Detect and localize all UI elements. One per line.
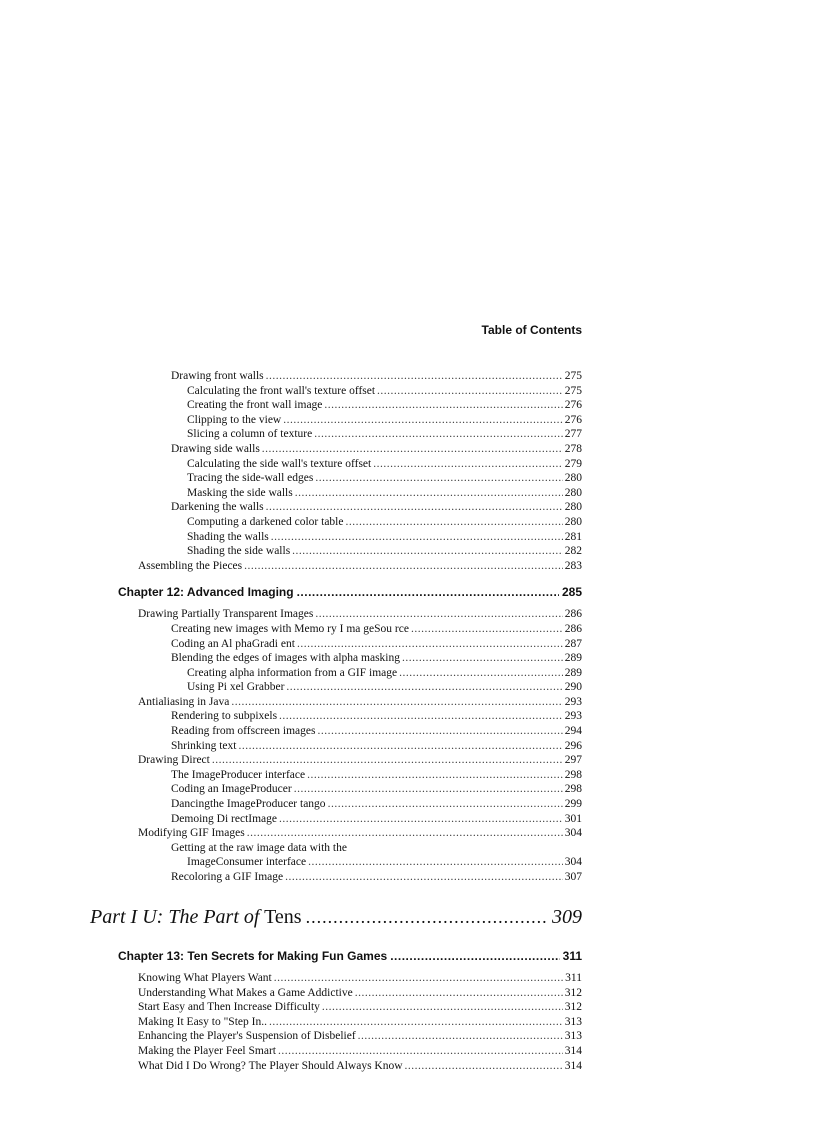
toc-entry: Reading from offscreen images ..... 294 <box>118 724 582 739</box>
toc-entry: Making It Easy to "Step In.. ..... 313 <box>118 1015 582 1030</box>
part-heading <box>90 906 582 929</box>
running-header: Table of Contents <box>481 323 582 337</box>
toc-entry: Coding an ImageProducer ..... 298 <box>118 782 582 797</box>
toc-entry: Drawing Partially Transparent Images ..... 286 <box>118 607 582 622</box>
chapter-heading: Chapter 13: Ten Secrets for Making Fun Games ..... 311 <box>118 947 582 965</box>
part-page: 309 <box>552 906 582 928</box>
toc-section-chapter-11-continued <box>118 369 582 885</box>
toc-entry: Creating alpha information from a GIF image ..... 289 <box>118 666 582 681</box>
toc-entry: Enhancing the Player's Suspension of Disbelief ..... 313 <box>118 1029 582 1044</box>
toc-entry: Modifying GIF Images ..... 304 <box>118 826 582 841</box>
toc-entry: Masking the side walls ..... 280 <box>118 486 582 501</box>
toc-entry: Coding an Al phaGradi ent ..... 287 <box>118 637 582 652</box>
toc-entry: Darkening the walls ..... 280 <box>118 500 582 515</box>
toc-entry: Drawing front walls ..... 275 <box>118 369 582 384</box>
toc-entry: Slicing a column of texture ..... 277 <box>118 427 582 442</box>
part-title: Part I U: The Part <box>90 906 244 928</box>
toc-entry: Shading the side walls ..... 282 <box>118 544 582 559</box>
toc-entry: Shading the walls ..... 281 <box>118 530 582 545</box>
toc-entry: Demoing Di rectImage ..... 301 <box>118 812 582 827</box>
toc-entry: Recoloring a GIF Image ..... 307 <box>118 870 582 885</box>
toc-entry: Creating new images with Memo ry I ma geSou rce ..... 286 <box>118 622 582 637</box>
toc-entry: Getting at the raw image data with the <box>171 841 347 854</box>
toc-entry: Computing a darkened color table ..... 280 <box>118 515 582 530</box>
toc-entry: What Did I Do Wrong? The Player Should Always Know ..... 314 <box>118 1059 582 1074</box>
toc-entry: Creating the front wall image ..... 276 <box>118 398 582 413</box>
toc-entry: Start Easy and Then Increase Difficulty ..... 312 <box>118 1000 582 1015</box>
toc-entry: Dancingthe ImageProducer tango ..... 299 <box>118 797 582 812</box>
part-title-of: of <box>243 906 260 928</box>
toc-entry: The ImageProducer interface ..... 298 <box>118 768 582 783</box>
toc-entry: Calculating the side wall's texture offset ..... 279 <box>118 457 582 472</box>
toc-entry: Drawing side walls ..... 278 <box>118 442 582 457</box>
toc-entry: Shrinking text ..... 296 <box>118 739 582 754</box>
toc-entry: Knowing What Players Want ..... 311 <box>118 971 582 986</box>
toc-entry: Understanding What Makes a Game Addictive ..... 312 <box>118 986 582 1001</box>
part-title-tens: Tens <box>259 906 302 928</box>
toc-entry: Calculating the front wall's texture offset ..... 275 <box>118 384 582 399</box>
toc-entry: Tracing the side-wall edges ..... 280 <box>118 471 582 486</box>
toc-section-chapter-13 <box>118 947 582 1073</box>
toc-entry: Drawing Direct ..... 297 <box>118 753 582 768</box>
toc-entry: ImageConsumer interface ..... 304 <box>118 855 582 870</box>
toc-entry: Antialiasing in Java ..... 293 <box>118 695 582 710</box>
toc-entry: Rendering to subpixels ..... 293 <box>118 709 582 724</box>
toc-entry: Using Pi xel Grabber ..... 290 <box>118 680 582 695</box>
toc-entry: Making the Player Feel Smart ..... 314 <box>118 1044 582 1059</box>
toc-entry: Clipping to the view ..... 276 <box>118 413 582 428</box>
toc-entry: Assembling the Pieces ..... 283 <box>118 559 582 574</box>
chapter-heading: Chapter 12: Advanced Imaging ..... 285 <box>118 583 582 601</box>
toc-entry: Blending the edges of images with alpha masking ..... 289 <box>118 651 582 666</box>
